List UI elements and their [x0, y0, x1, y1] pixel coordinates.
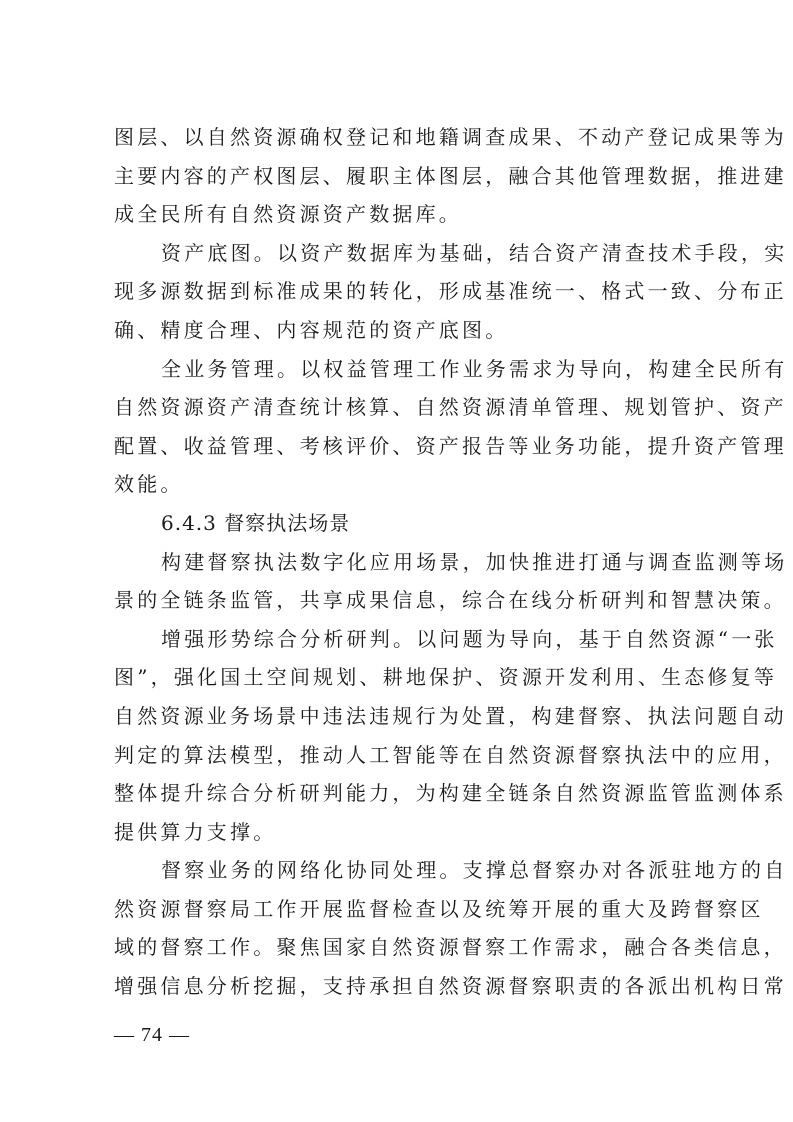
text-line: 自然资源资产清查统计核算、自然资源清单管理、规划管护、资产 — [114, 395, 787, 420]
text-line: 整体提升综合分析研判能力，为构建全链条自然资源监管监测体系 — [114, 781, 787, 806]
paragraph-first-line: 资产底图。以资产数据库为基础，结合资产清查技术手段，实 — [161, 240, 788, 265]
text-line: 提供算力支撑。 — [114, 819, 277, 844]
text-line: 主要内容的产权图层、履职主体图层，融合其他管理数据，推进建 — [114, 163, 787, 188]
page-number: — 74 — — [114, 1024, 190, 1046]
text-line: 图层、以自然资源确权登记和地籍调查成果、不动产登记成果等为 — [114, 125, 787, 149]
paragraph-first-line: 增强形势综合分析研判。以问题为导向，基于自然资源“一张 — [161, 626, 778, 651]
text-line: 效能。 — [114, 472, 184, 497]
text-line: 配置、收益管理、考核评价、资产报告等业务功能，提升资产管理 — [114, 433, 787, 458]
text-line: 增强信息分析挖掘，支持承担自然资源督察职责的各派出机构日常 — [114, 974, 787, 999]
body-text — [114, 118, 788, 1006]
paragraph-first-line: 督察业务的网络化协同处理。支撑总督察办对各派驻地方的自 — [161, 858, 788, 883]
text-line: 然资源督察局工作开展监督检查以及统筹开展的重大及跨督察区 — [114, 896, 764, 921]
paragraph-first-line: 构建督察执法数字化应用场景，加快推进打通与调查监测等场 — [161, 549, 788, 574]
text-line: 自然资源业务场景中违法违规行为处置，构建督察、执法问题自动 — [114, 703, 787, 728]
text-line: 成全民所有自然资源资产数据库。 — [114, 202, 462, 227]
text-line: 域的督察工作。聚焦国家自然资源督察工作需求，融合各类信息， — [114, 935, 787, 960]
text-line: 确、精度合理、内容规范的资产底图。 — [114, 317, 509, 342]
text-line: 图”，强化国土空间规划、耕地保护、资源开发利用、生态修复等 — [114, 665, 778, 690]
section-heading: 6.4.3 督察执法场景 — [161, 510, 351, 535]
paragraph-first-line: 全业务管理。以权益管理工作业务需求为导向，构建全民所有 — [161, 356, 788, 381]
text-line: 判定的算法模型，推动人工智能等在自然资源督察执法中的应用， — [114, 742, 787, 767]
text-line: 现多源数据到标准成果的转化，形成基准统一、格式一致、分布正 — [114, 279, 787, 304]
text-line: 景的全链条监管，共享成果信息，综合在线分析研判和智慧决策。 — [114, 588, 787, 613]
